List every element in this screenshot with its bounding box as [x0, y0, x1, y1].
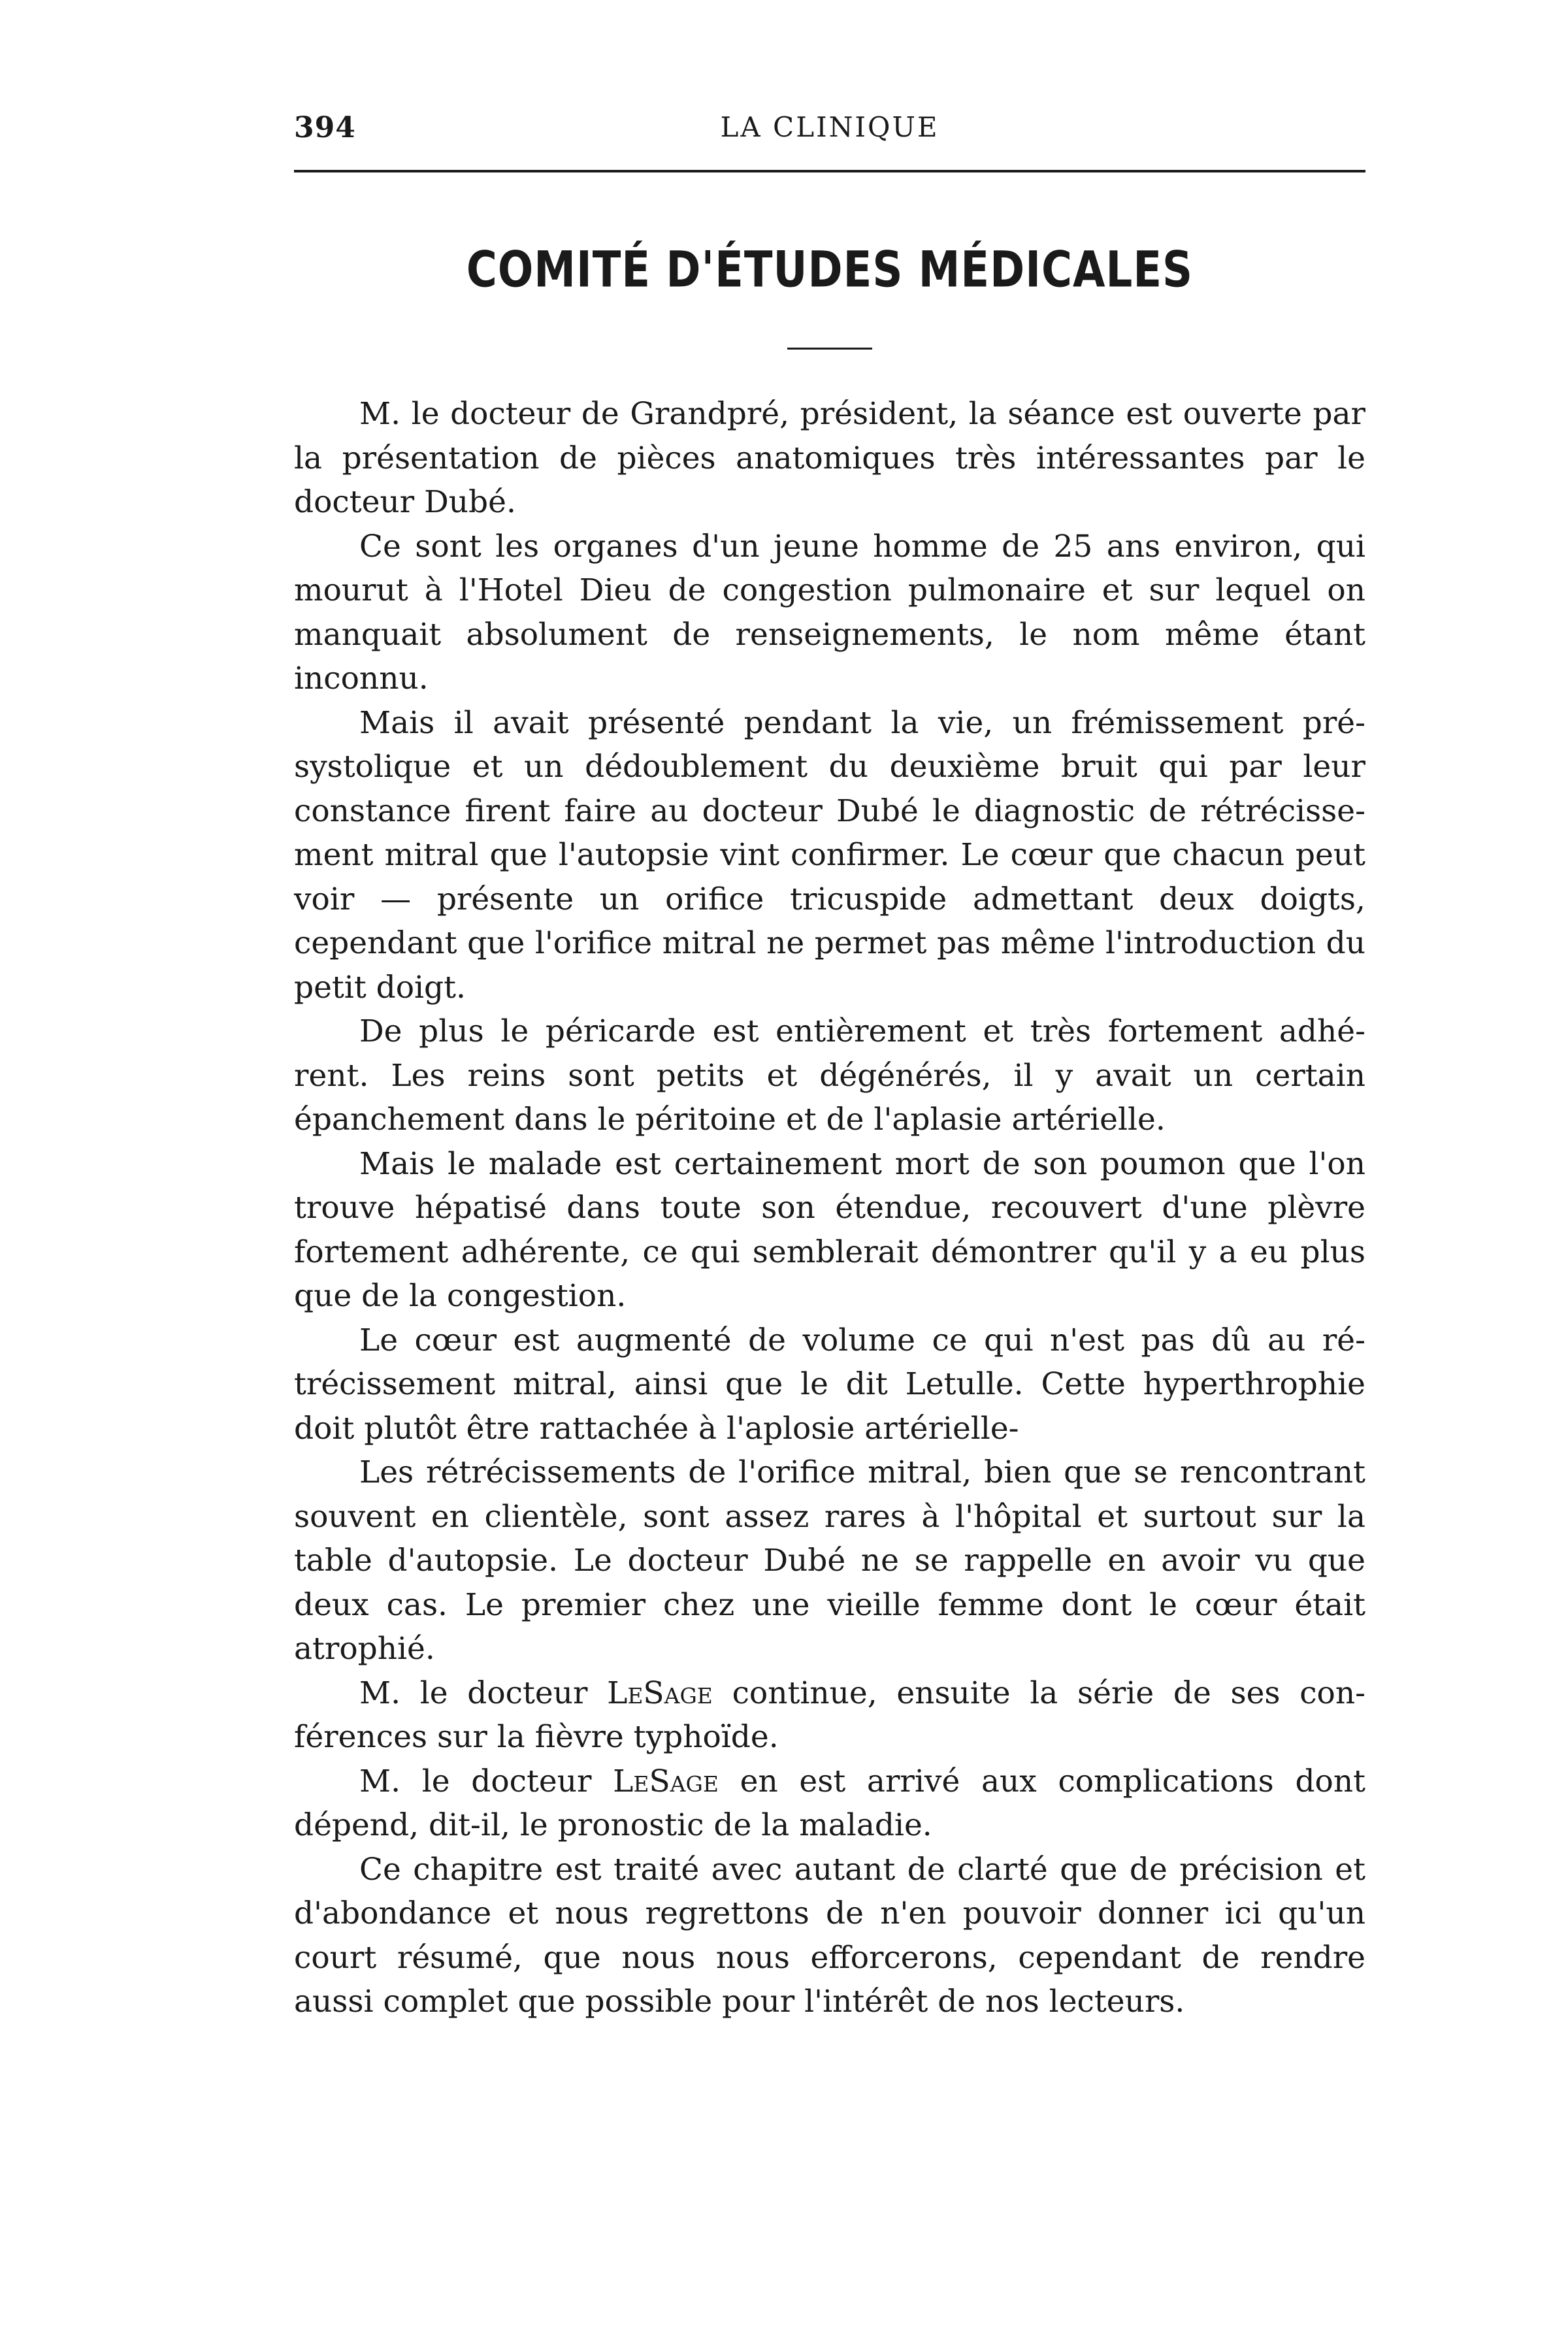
paragraph-4: De plus le péricarde est entièrement et très fortement adhérent. Les reins sont petits et dégénérés, il y avait un certain épanchement dans le péritoine et de l'aplasie artérielle.: [294, 1013, 1365, 1138]
paragraph-9-lead: M. le docteur: [359, 1763, 613, 1799]
article-title: COMITÉ D'ÉTUDES MÉDICALES: [466, 242, 1194, 299]
paragraph-10: Ce chapitre est traité avec autant de clarté que de précision et d'abondance et nous regrettons de n'en pouvoir donner ici qu'un court résumé, que nous nous efforcerons, cependant de rendre aussi complet que possible pour l'intérêt de nos lecteurs.: [294, 1851, 1365, 2020]
paragraph-9-rest: en est arrivé aux complications dont dépend, dit-il, le pronostic de la maladie.: [294, 1763, 1366, 1843]
header-rule: [294, 170, 1365, 172]
paragraph-8-rest: continue, ensuite la série de ses conférences sur la fièvre typhoïde.: [294, 1675, 1365, 1755]
paragraph-6: Le cœur est augmenté de volume ce qui n'est pas dû au rétrécissement mitral, ainsi que le dit Letulle. Cette hyperthrophie doit plutôt être rattachée à l'aplosie artérielle-: [294, 1322, 1365, 1447]
paragraph-7: Les rétrécissements de l'orifice mitral, bien que se rencontrant souvent en clientèle, sont assez rares à l'hôpital et surtout sur la table d'autopsie. Le docteur Dubé ne se rappelle en avoir vu que deux cas. Le premier chez une vieille femme dont le cœur était atrophié.: [294, 1454, 1365, 1667]
paragraph-3: Mais il avait présenté pendant la vie, un frémissement présystolique et un dédoublement du deuxième bruit qui par leur constance firent faire au docteur Dubé le diagnostic de rétrécissement mitral que l'autopsie vint confirmer. Le cœur que chacun peut voir — présente un orifice tricuspide admettant deux doigts, cependant que l'orifice mitral ne permet pas même l'introduction du petit doigt.: [294, 704, 1365, 1006]
running-head: LA CLINIQUE: [720, 111, 939, 143]
author-name: LeSage: [607, 1675, 713, 1711]
paragraph-9: [294, 1760, 1365, 1848]
paragraph-1: M. le docteur de Grandpré, président, la séance est ouverte par la présentation de pièces anatomiques très intéressantes par le docteur Dubé.: [294, 396, 1365, 520]
paragraph-8: [294, 1671, 1365, 1760]
author-name: LeSage: [613, 1763, 719, 1799]
paragraph-5: Mais le malade est certainement mort de son poumon que l'on trouve hépatisé dans toute son étendue, recouvert d'une plèvre fortement adhérente, ce qui semblerait démontrer qu'il y a eu plus que de la congestion.: [294, 1145, 1365, 1314]
page-header: [294, 111, 1365, 163]
page-number: 394: [294, 111, 356, 144]
paragraph-2: Ce sont les organes d'un jeune homme de 25 ans environ, qui mourut à l'Hotel Dieu de congestion pulmonaire et sur lequel on manquait absolument de renseignements, le nom même étant inconnu.: [294, 528, 1365, 696]
title-rule: [787, 348, 872, 350]
paragraph-8-lead: M. le docteur: [359, 1675, 608, 1711]
article-body: [294, 392, 1365, 2024]
